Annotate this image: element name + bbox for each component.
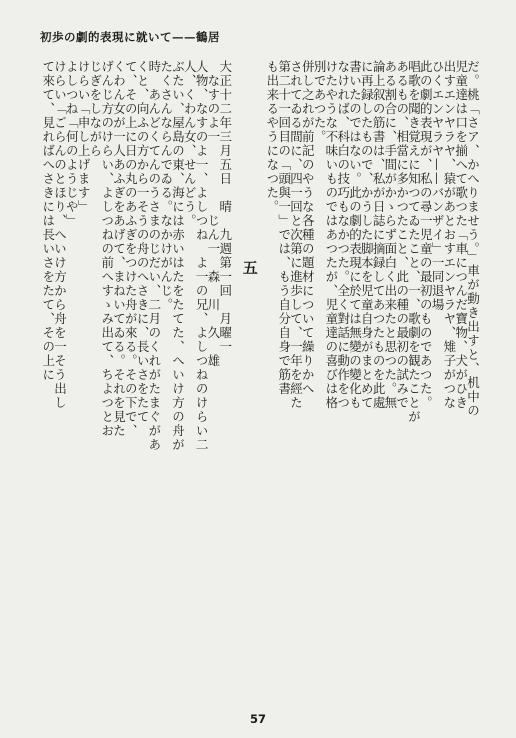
text-column: たくさんならんでゐる。なかけがんじ。 [158,60,174,312]
text-column: に再録したもので、かうした脚本を児童自身がまとめて [359,60,375,410]
running-header: 初歩の劇的表現に就いて——鶴居 [40,30,220,44]
text-column: だ。桃「さア、かへりませう。」車が動き出すと、机中の [465,60,481,418]
text-column: けたやうな不味いものではあつたが、児童達の喜びは格 [323,60,339,410]
text-column: けらい「申し上げます」 [76,60,92,214]
text-column: けらい「ごらんのとほり、へいけ方から舟を一そう出し [52,60,68,410]
text-column: くわん女が一人あふぎをあげて、まねいてゐる。それを見た [111,60,127,438]
text-column: 唱歌を聞き覚えに知つてゐたこと、一、歌劇を観たことが [406,60,422,424]
text-column: 時 あんどくてんのうさまのじだい、二月のくれがたまぐがあ [146,60,162,452]
text-column: 人物、なすのよ一、よしつね よ一の兄、よしつねのけらい二 [194,60,210,452]
text-column: 第二十一回目の「頭與一」では、もう自分自身で筋書 [276,60,292,396]
text-column: ひくエンヤラヤ——バンザイ」一同退場 [430,60,446,312]
text-column: 大正十二年三月五日 晴 九週第一回 月曜一 [217,60,233,354]
text-column: くと、向ふの方から一そうの舟のへさきに、長いさをたて [135,60,151,424]
text-column: ある割合に、手間がかゝらず面白く出来たと思つた。無 [382,60,398,410]
text-column: 人、くわん女、せんどう。 [182,60,198,228]
text-column: あるもの、相當に多かつたこと、此の種の最初の試みで [394,60,410,410]
text-column: よしつね「何のようじや」 [64,60,80,228]
text-column: も出来るやうになつた。 [264,60,280,214]
text-column: なければ、科白の技巧もなかつた。全く對話に動作をつ [335,60,351,410]
text-column: ぶたい、屋島の東、海には赤いはたをたてた、へいけ方の舟が [170,60,186,452]
text-column: 論上叙の筋書は、私が日誌に摘録してあつたものを此處 [371,60,387,410]
text-column: て、その上に日の丸のあふぎをつけた舟が來る。その下で、 [123,60,139,438]
text-column: 別であつた。 [312,60,328,144]
text-column: 児童達は口を揃へて歌つた「車につんだ寶物、犬がひき [453,60,469,410]
text-column: 書いたのではない。此の劇的表現に於ては無變の變化も [347,60,363,410]
text-column: じぎをしながら [87,60,103,158]
text-column: なすのよ一 じん一 森 川 久 雄 [205,60,221,368]
section-title: 五 [240,260,259,277]
text-column: 此の劇的表現が、私の尋一児童の最初のものであつた。 [418,60,434,410]
text-column: 併し之れが前記のやうな各種の題材について繰りかへ [300,60,316,396]
page-number: 57 [249,712,266,726]
text-column: 出すエンヤラヤ、猿があとおすエンヤラヤ、雉子がつな [441,60,457,410]
text-column: されてゐる間に、四一回と次第に進歩して、一年を經た [288,60,304,410]
text-column: げんじ方のけらい、よしつねの前へすゝみ出て、ちよつとお [99,60,115,438]
text-column: て來て、見ればへさきには長いさをたて、その上に [40,60,56,382]
